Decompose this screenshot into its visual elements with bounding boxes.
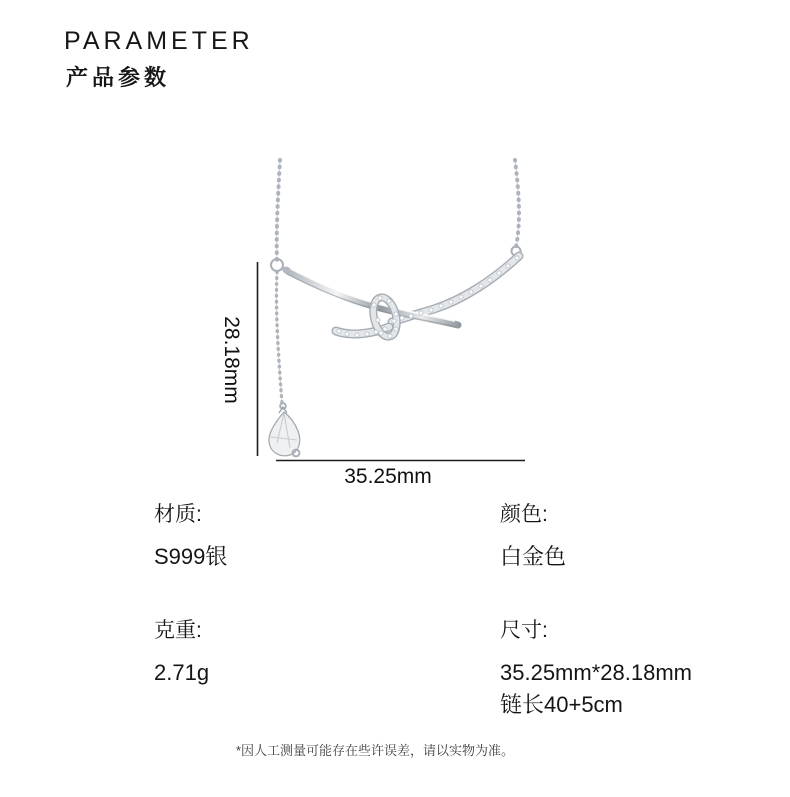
- spec-color-label: 颜色:: [500, 503, 548, 526]
- left-chain: [277, 160, 280, 262]
- tassel-chain: [276, 272, 282, 403]
- width-dimension-label: 35.25mm: [344, 465, 432, 488]
- page-subtitle: 产品参数: [66, 65, 171, 90]
- spec-weight-label: 克重:: [154, 619, 202, 642]
- pave-bar: [336, 256, 519, 334]
- spec-size-value-dimensions: 35.25mm*28.18mm: [500, 660, 692, 685]
- teardrop-crystal: [269, 403, 300, 456]
- page-title: PARAMETER: [64, 27, 254, 55]
- height-dimension-label: 28.18mm: [220, 316, 243, 404]
- spec-size-value-chain-length: 链长40+5cm: [500, 692, 623, 717]
- measurement-disclaimer: *因人工测量可能存在些许误差，请以实物为准。: [236, 743, 515, 758]
- spec-material-label: 材质:: [154, 503, 202, 526]
- spec-material: [154, 502, 227, 573]
- spec-weight-value: 2.71g: [154, 660, 210, 685]
- spec-size: [500, 618, 692, 721]
- spec-weight: [154, 618, 209, 689]
- pave-crystals: [337, 256, 519, 338]
- spec-material-value: S999银: [154, 544, 228, 569]
- right-chain: [515, 160, 519, 247]
- spec-size-label: 尺寸:: [500, 619, 548, 642]
- spec-color: [500, 502, 566, 573]
- spec-color-value: 白金色: [500, 544, 567, 569]
